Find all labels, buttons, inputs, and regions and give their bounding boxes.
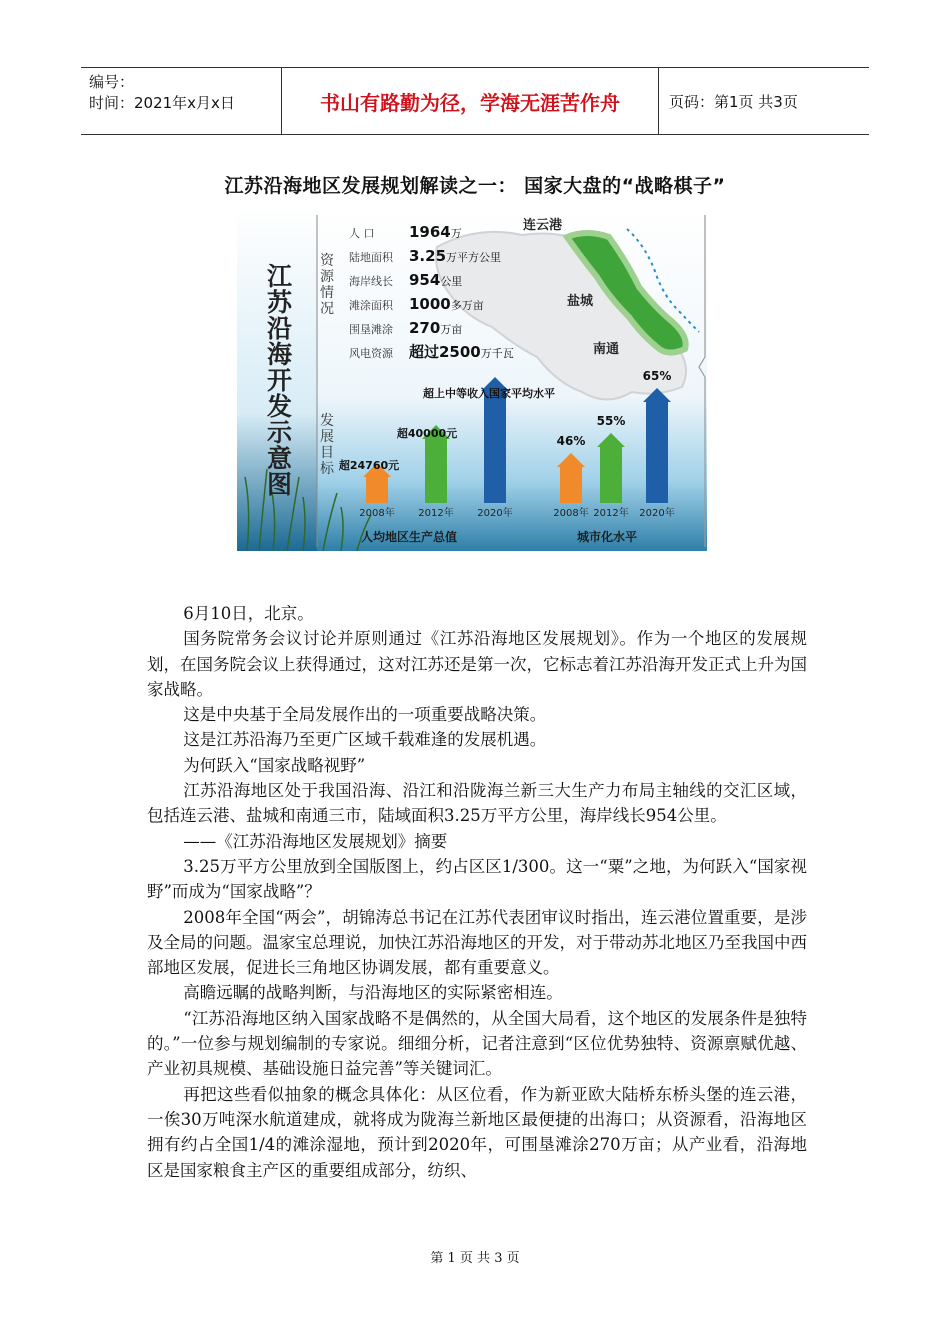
city-label: 盐城 [567,294,594,309]
paragraph: 江苏沿海地区处于我国沿海、沿江和沿陇海兰新三大生产力布局主轴线的交汇区域，包括连云港、盐城和南通三市，陆域面积3.25万平方公里，海岸线长954公里。 [147,781,807,826]
resource-value: 超过2500万千瓦 [409,343,514,361]
resource-label: 滩涂面积 [349,299,393,312]
resource-value: 3.25万平方公里 [409,247,502,265]
resource-label: 围垦滩涂 [349,323,393,336]
resource-label: 海岸线长 [349,275,393,288]
figure-vertical-title: 江苏沿海开发示意图 [267,262,293,499]
urban-chart-title: 城市化水平 [576,530,638,544]
bar-year-label: 2012年 [593,508,629,519]
page-footer: 第 1 页 共 3 页 [430,1251,520,1266]
coastal-development-figure [237,207,707,551]
city-label: 南通 [593,342,620,357]
paragraph: 再把这些看似抽象的概念具体化：从区位看，作为新亚欧大陆桥东桥头堡的连云港，一俟30万吨深水航道建成，就将成为陇海兰新地区最便捷的出海口；从资源看，沿海地区拥有约占全国1/4的滩涂湿地，预计到2020年，可围垦滩涂270万亩；从产业看，沿海地区是国家粮食主产区的重要组成部分，纺织、 [147,1084,807,1180]
gdp-chart-title: 人均地区生产总值 [360,530,458,544]
resource-label: 人 口 [349,227,375,240]
paragraph: 2008年全国“两会”，胡锦涛总书记在江苏代表团审议时指出，连云港位置重要，是涉及全局的问题。温家宝总理说，加快江苏沿海地区的开发，对于带动苏北地区乃至我国中西部地区发展，促进长三角地区协调发展，都有重要意义。 [147,907,807,978]
resource-label: 风电资源 [349,347,393,360]
resource-value: 1000多万亩 [409,295,484,313]
urban-bar-label: 65% [642,369,672,383]
bar-year-label: 2008年 [553,508,589,519]
gdp-bar-label: 超40000元 [396,427,458,440]
paragraph: 这是江苏沿海乃至更广区域千载难逢的发展机遇。 [183,730,547,750]
urban-bar-label: 55% [596,414,626,428]
number-label: 编号： [89,73,135,91]
article-body [147,601,807,1183]
urban-bar [643,388,671,503]
resource-value: 954公里 [409,271,463,289]
bar-year-label: 2020年 [639,508,675,519]
header-meta [81,68,282,134]
time-label: 时间：2021年x月x日 [89,94,235,112]
paragraph: 3.25万平方公里放到全国版图上，约占区区1/300。这一“粟”之地，为何跃入“国家视野”而成为“国家战略”？ [147,856,807,902]
section-goals-label: 发展目标 [320,413,334,477]
paragraph: 高瞻远瞩的战略判断，与沿海地区的实际紧密相连。 [183,983,563,1003]
paragraph: 这是中央基于全局发展作出的一项重要战略决策。 [183,705,547,725]
bar-year-label: 2012年 [418,508,454,519]
paragraph: “江苏沿海地区纳入国家战略不是偶然的，从全国大局看，这个地区的发展条件是独特的。”一位参与规划编制的专家说。细细分析，记者注意到“区位优势独特、资源禀赋优越、产业初具规模、基础设施日益完善”等关键词汇。 [147,1008,807,1079]
paragraph: 国务院常务会议讨论并原则通过《江苏沿海地区发展规划》。作为一个地区的发展规划，在国务院会议上获得通过，这对江苏还是第一次，它标志着江苏沿海开发正式上升为国家战略。 [147,629,807,699]
figure-svg [237,207,707,551]
paragraph: 6月10日，北京。 [183,604,314,623]
urban-bar-label: 46% [556,434,586,448]
bar-year-label: 2008年 [359,508,395,519]
gdp-bar-label: 超24760元 [338,459,400,472]
header-motto: 书山有路勤为径，学海无涯苦作舟 [282,68,659,134]
resource-label: 陆地面积 [349,251,393,264]
document-header [81,67,869,135]
gdp-bar-label: 超上中等收入国家平均水平 [423,387,555,400]
section-resources-label: 资源情况 [320,253,334,317]
paragraph: 为何跃入“国家战略视野” [183,755,366,775]
article-title: 江苏沿海地区发展规划解读之一： 国家大盘的“战略棋子” [224,175,726,197]
paragraph: ——《江苏沿海地区发展规划》摘要 [183,831,448,851]
urban-bar [597,433,625,503]
bar-year-label: 2020年 [477,508,513,519]
resource-value: 270万亩 [409,319,463,337]
resource-value: 1964万 [409,223,462,241]
city-label: 连云港 [523,218,563,233]
header-page-label: 页码：第1页 共3页 [669,92,798,111]
